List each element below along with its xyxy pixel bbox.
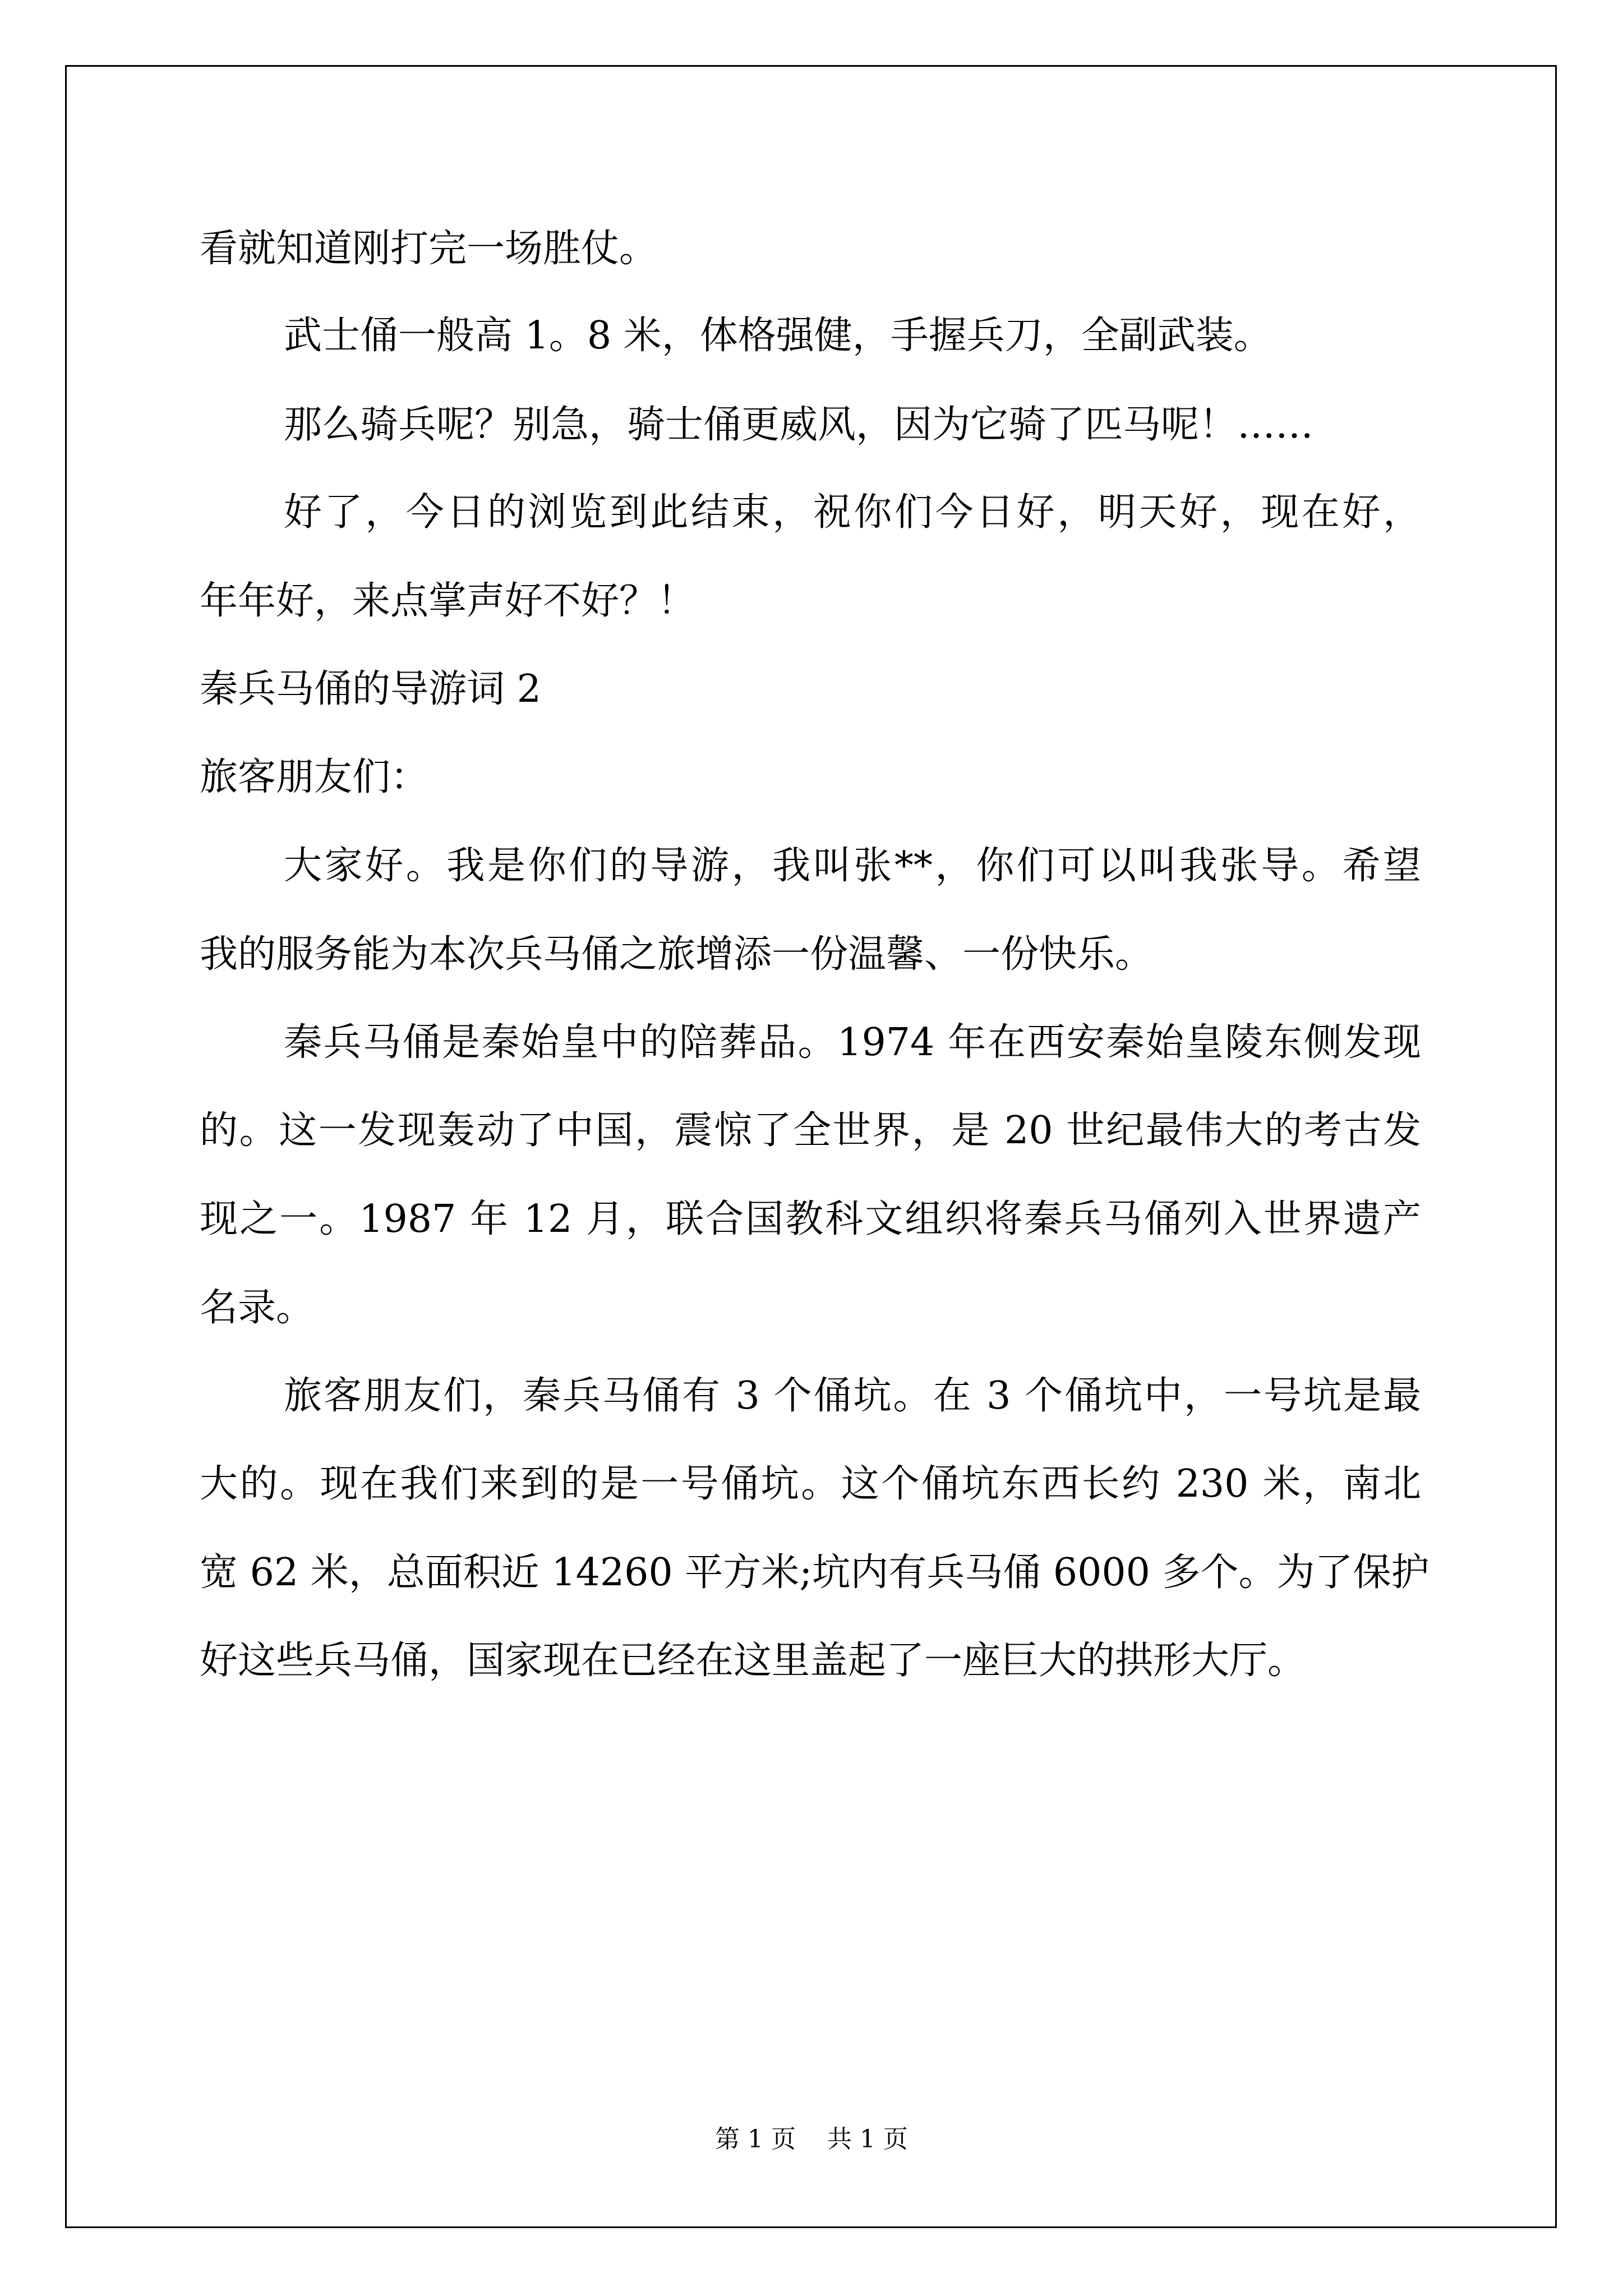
section-heading: 秦兵马俑的导游词 2 (200, 667, 541, 711)
paragraph-line: 大的。现在我们来到的是一号俑坑。这个俑坑东西长约 230 米，南北 (200, 1462, 1421, 1506)
salutation-line: 旅客朋友们： (200, 755, 429, 799)
page-footer: 第 1 页 共 1 页 (715, 2125, 908, 2154)
paragraph-line: 秦兵马俑是秦始皇中的陪葬品。1974 年在西安秦始皇陵东侧发现 (284, 1020, 1421, 1065)
paragraph-line: 看就知道刚打完一场胜仗。 (200, 227, 658, 271)
paragraph-line: 大家好。我是你们的导游，我叫张**，你们可以叫我张导。希望 (284, 844, 1421, 888)
paragraph-line: 的。这一发现轰动了中国，震惊了全世界，是 20 世纪最伟大的考古发 (200, 1108, 1421, 1153)
paragraph-line: 武士俑一般高 1。8 米，体格强健，手握兵刀，全副武装。 (284, 314, 1272, 358)
paragraph-line: 好了，今日的浏览到此结束，祝你们今日好，明天好，现在好， (284, 490, 1421, 535)
paragraph-line: 现之一。1987 年 12 月，联合国教科文组织将秦兵马俑列入世界遗产 (200, 1197, 1421, 1241)
paragraph-line: 旅客朋友们，秦兵马俑有 3 个俑坑。在 3 个俑坑中，一号坑是最 (284, 1374, 1421, 1418)
paragraph-line: 那么骑兵呢？别急，骑士俑更威风，因为它骑了匹马呢！…… (284, 403, 1314, 447)
paragraph-line: 好这些兵马俑，国家现在已经在这里盖起了一座巨大的拱形大厅。 (200, 1639, 1306, 1683)
paragraph-line: 宽 62 米，总面积近 14260 平方米;坑内有兵马俑 6000 多个。为了保护 (200, 1550, 1430, 1595)
paragraph-line: 我的服务能为本次兵马俑之旅增添一份温馨、一份快乐。 (200, 932, 1154, 977)
paragraph-line: 年年好，来点掌声好不好？！ (200, 579, 696, 623)
paragraph-line: 名录。 (200, 1286, 315, 1330)
